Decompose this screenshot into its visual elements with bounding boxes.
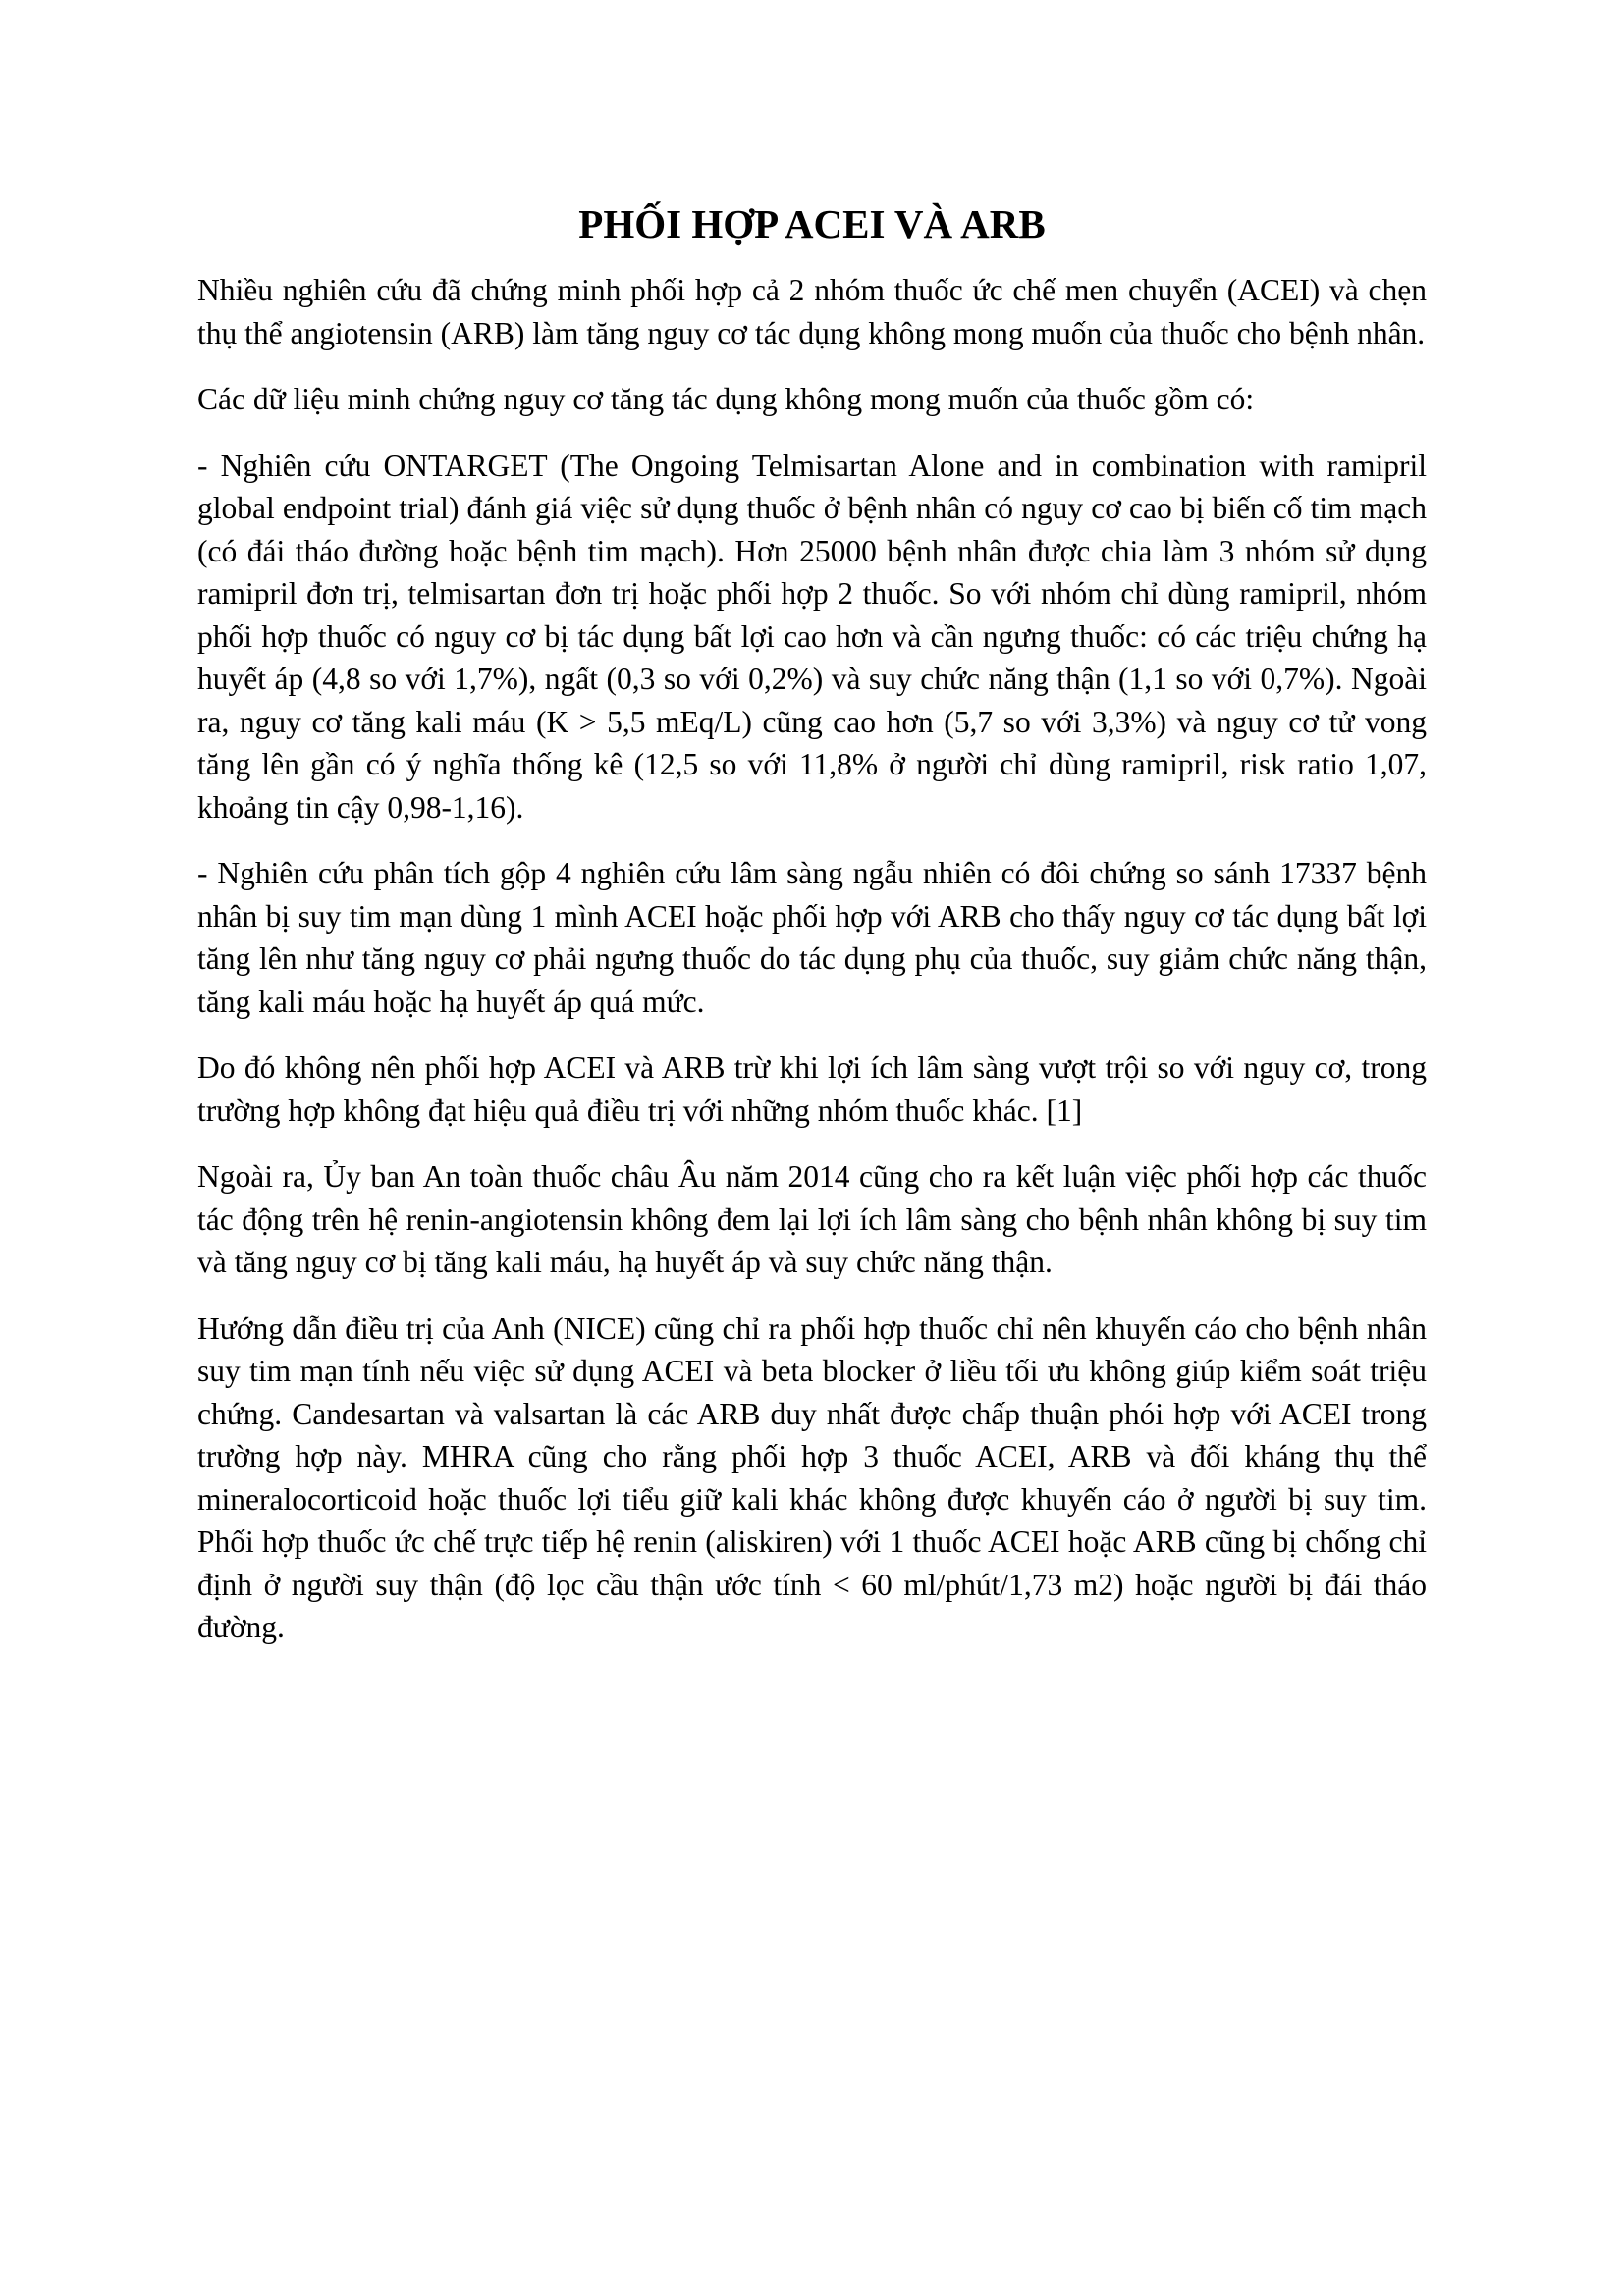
document-body bbox=[197, 196, 1427, 1673]
paragraph-evidence-lead: Các dữ liệu minh chứng nguy cơ tăng tác dụng không mong muốn của thuốc gồm có: bbox=[197, 382, 1255, 416]
document-title: PHỐI HỢP ACEI VÀ ARB bbox=[578, 201, 1046, 246]
paragraph-ontarget-study: - Nghiên cứu ONTARGET (The Ongoing Telmisartan Alone and in combination with ramipril global endpoint trial) đánh giá việc sử dụng thuốc ở bệnh nhân có nguy cơ cao bị biến cố tim mạch (có đái tháo đường hoặc bệnh tim mạch). Hơn 25000 bệnh nhân được chia làm 3 nhóm sử dụng ramipril đơn trị, telmisartan đơn trị hoặc phối hợp 2 thuốc. So với nhóm chỉ dùng ramipril, nhóm phối hợp thuốc có nguy cơ bị tác dụng bất lợi cao hơn và cần ngưng thuốc: có các triệu chứng hạ huyết áp (4,8 so với 1,7%), ngất (0,3 so với 0,2%) và suy chức năng thận (1,1 so với 0,7%). Ngoài ra, nguy cơ tăng kali máu (K > 5,5 mEq/L) cũng cao hơn (5,7 so với 3,3%) và nguy cơ tử vong tăng lên gần có ý nghĩa thống kê (12,5 so với 11,8% ở người chỉ dùng ramipril, risk ratio 1,07, khoảng tin cậy 0,98-1,16). bbox=[197, 448, 1427, 825]
paragraph-nice-guidance: Hướng dẫn điều trị của Anh (NICE) cũng chỉ ra phối hợp thuốc chỉ nên khuyến cáo cho bệnh nhân suy tim mạn tính nếu việc sử dụng ACEI và beta blocker ở liều tối ưu không giúp kiểm soát triệu chứng. Candesartan và valsartan là các ARB duy nhất được chấp thuận phói hợp với ACEI trong trường hợp này. MHRA cũng cho rằng phối hợp 3 thuốc ACEI, ARB và đối kháng thụ thể mineralocorticoid hoặc thuốc lợi tiểu giữ kali khác không được khuyến cáo ở người bị suy tim. Phối hợp thuốc ức chế trực tiếp hệ renin (aliskiren) với 1 thuốc ACEI hoặc ARB cũng bị chống chỉ định ở người suy thận (độ lọc cầu thận ước tính < 60 ml/phút/1,73 m2) hoặc người bị đái tháo đường. bbox=[197, 1310, 1427, 1644]
paragraph-conclusion: Do đó không nên phối hợp ACEI và ARB trừ khi lợi ích lâm sàng vượt trội so với nguy cơ, trong trường hợp không đạt hiệu quả điều trị với những nhóm thuốc khác. [1] bbox=[197, 1050, 1427, 1128]
paragraph-european-agency: Ngoài ra, Ủy ban An toàn thuốc châu Âu năm 2014 cũng cho ra kết luận việc phối hợp các thuốc tác động trên hệ renin-angiotensin không đem lại lợi ích lâm sàng cho bệnh nhân không bị suy tim và tăng nguy cơ bị tăng kali máu, hạ huyết áp và suy chức năng thận. bbox=[197, 1159, 1427, 1279]
paragraph-intro: Nhiều nghiên cứu đã chứng minh phối hợp cả 2 nhóm thuốc ức chế men chuyển (ACEI) và chẹn thụ thể angiotensin (ARB) làm tăng nguy cơ tác dụng không mong muốn của thuốc cho bệnh nhân. bbox=[197, 273, 1427, 350]
paragraph-meta-analysis: - Nghiên cứu phân tích gộp 4 nghiên cứu lâm sàng ngẫu nhiên có đôi chứng so sánh 17337 bệnh nhân bị suy tim mạn dùng 1 mình ACEI hoặc phối hợp với ARB cho thấy nguy cơ tác dụng bất lợi tăng lên như tăng nguy cơ phải ngưng thuốc do tác dụng phụ của thuốc, suy giảm chức năng thận, tăng kali máu hoặc hạ huyết áp quá mức. bbox=[197, 856, 1427, 1019]
